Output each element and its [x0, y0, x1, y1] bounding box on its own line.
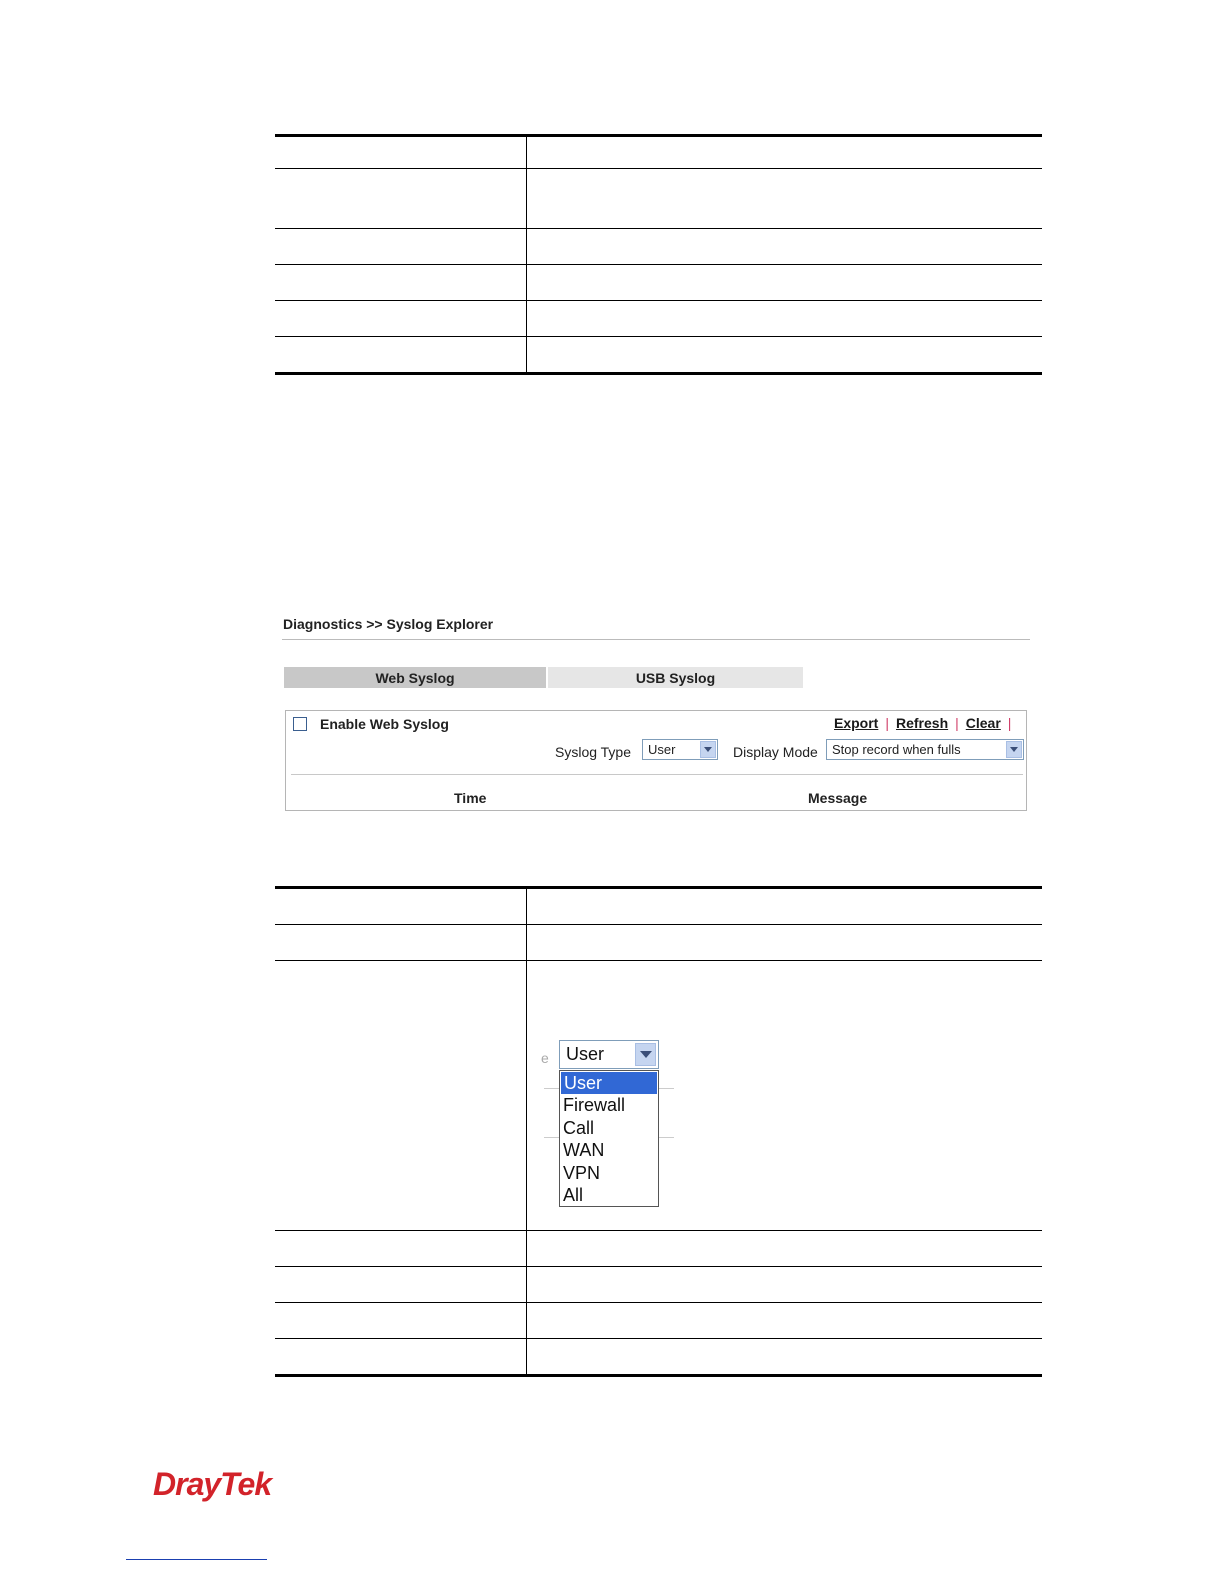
draytek-logo: DrayTek: [153, 1466, 272, 1502]
action-links: [834, 715, 1018, 731]
chevron-down-icon: [700, 741, 716, 758]
syslog-type-select[interactable]: [642, 739, 718, 760]
footer-rule: [126, 1559, 267, 1560]
panel-divider: [291, 774, 1023, 775]
enable-web-syslog-checkbox[interactable]: [293, 717, 307, 731]
enable-web-syslog-label: Enable Web Syslog: [320, 716, 449, 732]
separator: |: [885, 715, 889, 731]
display-mode-value: Stop record when fulls: [832, 742, 961, 757]
chevron-down-icon: [635, 1043, 656, 1066]
clear-link[interactable]: Clear: [965, 715, 1001, 731]
dropdown-options-list: [559, 1070, 659, 1207]
syslog-type-value: User: [648, 742, 676, 757]
column-header-time: Time: [454, 790, 487, 806]
refresh-link[interactable]: Refresh: [895, 715, 949, 731]
syslog-type-dropdown[interactable]: [559, 1040, 659, 1069]
dropdown-option-call[interactable]: Call: [563, 1117, 595, 1138]
dropdown-option-vpn[interactable]: VPN: [563, 1162, 601, 1183]
dropdown-option-user[interactable]: User: [561, 1072, 657, 1094]
page-title: Diagnostics >> Syslog Explorer: [283, 616, 494, 632]
separator: |: [1007, 715, 1012, 731]
title-divider: [282, 639, 1030, 640]
export-link[interactable]: Export: [834, 715, 879, 731]
cropped-label-fragment: e: [541, 1050, 549, 1066]
tab-usb-syslog[interactable]: USB Syslog: [548, 667, 803, 688]
dropdown-current-value: User: [566, 1044, 605, 1064]
display-mode-select[interactable]: [826, 739, 1024, 760]
tab-web-syslog[interactable]: Web Syslog: [284, 667, 546, 688]
dropdown-option-wan[interactable]: WAN: [563, 1140, 605, 1161]
dropdown-option-all[interactable]: All: [563, 1184, 584, 1205]
column-header-message: Message: [808, 790, 868, 806]
separator: |: [955, 715, 959, 731]
syslog-type-label: Syslog Type: [555, 744, 632, 760]
top-description-table: [275, 134, 1042, 375]
display-mode-label: Display Mode: [733, 744, 818, 760]
dropdown-option-firewall[interactable]: Firewall: [563, 1095, 626, 1116]
chevron-down-icon: [1006, 741, 1022, 758]
